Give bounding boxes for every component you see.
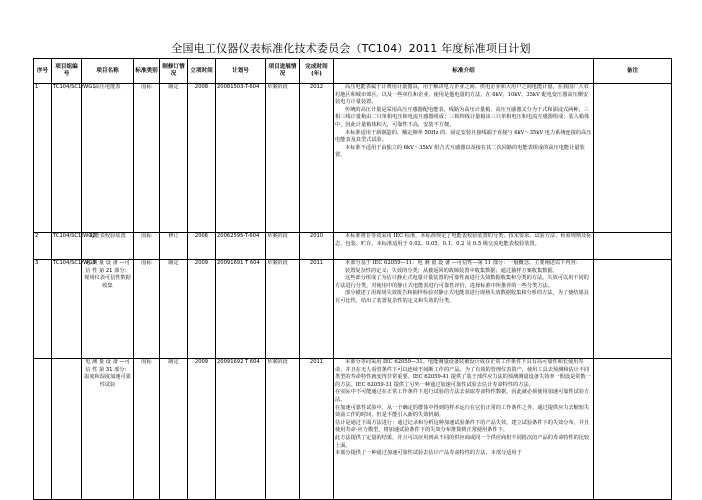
cell-finish: 2011 [300,359,334,500]
cell-plan-no: 20091692 T 604 [216,359,266,500]
cell-name: 电能表校验装置 [82,233,134,260]
cell-year: 2006 [188,233,216,260]
cell-name: 电 测 量 设 备 —可 信 性 第 21 部分：现场仪表可信性数据收集 [82,260,134,359]
intro-paragraph: 传统的高压计量是采用高压互感器配电能表，线路为高压计量箱。高压互感器又分为干式和油浸式两种，三相三线计量箱由二只单相电压和电流互感器组成；三相四线计量箱由三只单相电压和电流互感器组成；装入箱体中，因此计量箱体积大，可靠性不高，安装不方便。 [335,106,590,128]
intro-paragraph: 本部分等同采用 IEC 62059—31。电能测量设备装被设计成在正常工作条件下具有高可靠性和长使用寿命，并且在无人看管条件下可以连续不间断工作的产品。为了有效的管理仪表资产，使用工具去预测和估计不同类型的寿命特性就变得非常重要。IEC 62059-41 提供了基于部件应力法的预测测量设备失效率一假设是常数一的方法。IEC 62059-31 提供了另外一种通过加速可靠性试验去估计寿命特性的方法。 [335,359,591,388]
cell-code: TC104/SC1/WG3 [52,260,82,359]
cell-type: 修订 [160,233,188,260]
intro-paragraph: 装置复杂性的定义；失效的分类；从被返回的故障装置中收集数据；通过抽样方案收集数据。 [345,267,558,274]
cell-name: 电 测 量 设 备 —可 信 性 第 31 部分：温度和湿度加速可靠性试验 [82,359,134,500]
cell-progress: 草案阶段 [266,260,300,359]
cell-year: 2008 [188,84,216,233]
intro-paragraph: 在实际中不可能通过在正常工作条件下进行试验的方法去获取寿命特性数据，因此就必须使用加速可靠性试验方法。 [335,389,590,403]
cell-finish: 2010 [300,233,334,260]
header-progress: 项目进展情况 [266,59,300,84]
cell-code: TC104/SC1/WG2 [52,233,82,260]
table-row [34,84,672,233]
header-intro: 标准介绍 [334,59,594,84]
cell-progress: 草案阶段 [266,233,300,260]
header-plan-no: 计划号 [216,59,266,84]
intro-paragraph: 本部分提供了一种通过加速可靠性试验去估计产品寿命特性的方法，本部分适用于 [335,450,522,457]
cell-year: 2009 [188,359,216,500]
header-finish: 完成时间(年) [300,59,334,84]
cell-intro [334,359,594,500]
standards-plan-table [33,58,672,500]
cell-remark [594,233,672,260]
cell-category: 国标 [134,233,160,260]
cell-seq: 1 [34,84,52,233]
intro-paragraph: 本部分基于 IEC 62059—11：电 测 量 设 备 —可信性—第 11 部分：一般概念。主要阐述以下内容： [345,260,581,266]
intro-paragraph: 本标准将非等效采用 IEC 标准，本标准规定了电能表校验装置的分类、技术要求、试验方法、检验规则及标志、包装、贮存。本标准适用于 0.02、0.05、0.1、0.2 及 0.5 级交流电能表校验装置。 [335,233,592,247]
cell-type: 制定 [160,359,188,500]
cell-code: TC104/SC1/WG1 [52,84,82,233]
cell-name: 高压电能表 [82,84,134,233]
intro-paragraph: 本标准适用于新制造的、额定频率 50Hz 的、固定安装且接线端子直接与 6kV～35kV 电力系统连接的高压电能表及其型式试验。 [335,129,592,144]
cell-category: 国标 [134,359,160,500]
cell-category: 国标 [134,84,160,233]
cell-progress: 草案阶段 [266,359,300,500]
header-seq: 序号 [34,59,52,84]
cell-finish: 2011 [300,260,334,359]
cell-plan-no: 20091691 T 604 [216,260,266,359]
cell-plan-no: 20062595-T-604 [216,233,266,260]
intro-paragraph: 高压电能表属于计费用计量器具，用于解决电力企业之间、供电企业和大用户之间电能计量。在我国广大农村地区和城市郊区，以及一些单位和企业，使用是他电量的方法，在 6kV、10kV、35kV 配电变压器高压侧安装电力计量装置。 [335,84,589,106]
header-name: 项目名称 [82,59,134,84]
cell-intro [334,233,594,260]
header-remark: 备注 [594,59,672,84]
table-row [34,359,672,500]
header-code: 项目组编号 [52,59,82,84]
table-row [34,260,672,359]
cell-seq [34,359,52,500]
table-row [34,233,672,260]
cell-intro [334,260,594,359]
intro-paragraph: 这些部分组成了为估计静止式电量计量装置的可靠性而进行失效数据收集和分类的方法。失效可以用不同的方法进行分类，对使用中的静止式电能表进行可靠性评价，选择标准中所推荐的一些分类方法。 [335,275,589,289]
table-header-row [34,59,672,84]
cell-finish: 2012 [300,84,334,233]
document-title: 全国电工仪器仪表标准化技术委员会（TC104）2011 年度标准项目计划 [171,42,531,55]
intro-paragraph: 本标准不适用于由独立的 6kV～35kV 组合式互感器以及接在其二次回路的电能表组成的高压电能计量装置。 [335,144,585,159]
cell-type: 制定 [160,84,188,233]
intro-paragraph: 在加速可靠性试验中，从一个确定的群体中得到的样本运行在它们正常的工作条件之外，通过提供应力去缩短失效前工作的时间，但是不能引入新的失效机制。 [335,404,590,419]
cell-seq: 3 [34,260,52,359]
cell-remark [594,359,672,500]
cell-seq: 2 [34,233,52,260]
cell-code [52,359,82,500]
cell-category: 国标 [134,260,160,359]
intro-paragraph: 估计是通过下面方法进行：通过记录和分析这种加速试验条件下的产品失效，建立试验条件下的失效分布，并且使用寿命-应力模型，将加速试验条件下的失效分布推算到正常使用条件下。 [335,419,590,434]
cell-plan-no: 20081503-T-604 [216,84,266,233]
cell-remark [594,260,672,359]
header-year: 立项时间 [188,59,216,84]
cell-intro [334,84,594,233]
cell-type: 制定 [160,260,188,359]
intro-paragraph: 部分描述了用现场失效报告和抽样检验对静止式电能表进行现场失效数据收集和分析的方法，为了使结果具有可比性，给出了装置复杂性的定义和失效的分类。 [335,290,589,304]
header-type: 制修订情况 [160,59,188,84]
intro-paragraph: 此方法提供了定量的结果，并且可以应用到从不同的供应商或同一个供应商但不同批次的产品的寿命特性的比较上面。 [335,434,590,449]
cell-year: 2009 [188,260,216,359]
cell-remark [594,84,672,233]
cell-progress: 草案阶段 [266,84,300,233]
header-category: 标准类别 [134,59,160,84]
